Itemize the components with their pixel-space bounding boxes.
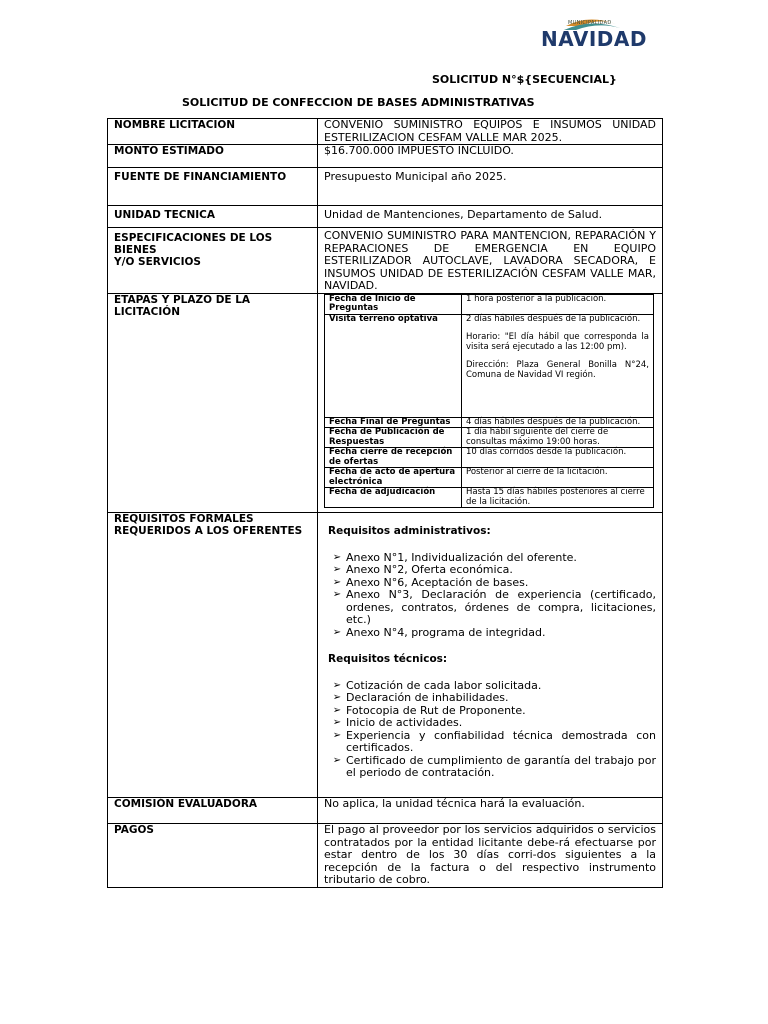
stage-label: Fecha de Inicio de Preguntas bbox=[325, 294, 462, 314]
stage-label: Visita terreno optativa bbox=[325, 314, 462, 417]
arrow-bullet-icon: ➢ bbox=[332, 626, 342, 638]
label-nombre: NOMBRE LICITACION bbox=[108, 119, 318, 145]
list-item: ➢ Experiencia y confiabilidad técnica demostrada con certificados. bbox=[328, 730, 656, 755]
table-row bbox=[108, 513, 663, 798]
list-item: ➢ Fotocopia de Rut de Proponente. bbox=[328, 705, 656, 718]
stage-detail-line: 2 días hábiles después de la publicación. bbox=[466, 313, 641, 324]
arrow-bullet-icon: ➢ bbox=[332, 679, 342, 691]
value-monto: $16.700.000 IMPUESTO INCLUIDO. bbox=[318, 145, 663, 168]
logo-wordmark: NAVIDAD bbox=[541, 27, 647, 51]
stage-row bbox=[325, 488, 654, 508]
stage-label: Fecha cierre de recepción de ofertas bbox=[325, 448, 462, 468]
stage-detail: Hasta 15 días hábiles posteriores al cierre de la licitación. bbox=[462, 488, 654, 508]
table-row bbox=[108, 228, 663, 294]
stage-row bbox=[325, 448, 654, 468]
request-table bbox=[107, 118, 663, 888]
value-especificaciones: CONVENIO SUMINISTRO PARA MANTENCION, REPARACIÓN Y REPARACIONES DE EMERGENCIA EN EQUIPO ESTERILIZADOR AUTOCLAVE, LAVADORA SECADORA, E INSUMOS UNIDAD DE ESTERILIZACIÓN CESFAM VALLE MAR, NAVIDAD. bbox=[318, 228, 663, 294]
value-requisitos bbox=[318, 513, 663, 798]
value-fuente: Presupuesto Municipal año 2025. bbox=[318, 168, 663, 206]
list-item: ➢ Declaración de inhabilidades. bbox=[328, 692, 656, 705]
value-unidad: Unidad de Mantenciones, Departamento de Salud. bbox=[318, 206, 663, 228]
arrow-bullet-icon: ➢ bbox=[332, 704, 342, 716]
stage-detail: 1 hora posterior a la publicación. bbox=[462, 294, 654, 314]
table-row bbox=[108, 168, 663, 206]
stages-table bbox=[324, 294, 654, 509]
label-especificaciones-line1: ESPECIFICACIONES DE LOS BIENES bbox=[114, 232, 273, 256]
stage-label: Fecha Final de Preguntas bbox=[325, 417, 462, 428]
stage-detail: 1 día hábil siguiente del cierre de consultas máximo 19:00 horas. bbox=[462, 428, 654, 448]
table-row bbox=[108, 293, 663, 513]
label-requisitos: REQUISITOS FORMALES REQUERIDOS A LOS OFERENTES bbox=[108, 513, 318, 798]
value-nombre: CONVENIO SUMINISTRO EQUIPOS E INSUMOS UNIDAD ESTERILIZACION CESFAM VALLE MAR 2025. bbox=[318, 119, 663, 145]
label-monto: MONTO ESTIMADO bbox=[108, 145, 318, 168]
label-fuente: FUENTE DE FINANCIAMIENTO bbox=[108, 168, 318, 206]
value-etapas bbox=[318, 293, 663, 513]
label-comision: COMISIÓN EVALUADORA bbox=[108, 798, 318, 824]
label-etapas: ETAPAS Y PLAZO DE LA LICITACIÓN bbox=[108, 293, 318, 513]
list-item: ➢ Certificado de cumplimiento de garantía del trabajo por el periodo de contratación. bbox=[328, 755, 656, 780]
table-row bbox=[108, 206, 663, 228]
stage-row bbox=[325, 314, 654, 417]
logo-small-text: MUNICIPALIDAD bbox=[568, 20, 612, 26]
stage-row bbox=[325, 294, 654, 314]
stage-label: Fecha de adjudicación bbox=[325, 488, 462, 508]
list-item: ➢ Anexo N°1, Individualización del oferente. bbox=[328, 552, 656, 565]
table-row bbox=[108, 145, 663, 168]
tec-heading: Requisitos técnicos: bbox=[328, 653, 448, 665]
stage-detail: Posterior al cierre de la licitación. bbox=[462, 468, 654, 488]
label-unidad: UNIDAD TECNICA bbox=[108, 206, 318, 228]
stage-detail: 10 días corridos desde la publicación. bbox=[462, 448, 654, 468]
admin-heading: Requisitos administrativos: bbox=[328, 525, 491, 537]
value-comision: No aplica, la unidad técnica hará la evaluación. bbox=[318, 798, 663, 824]
stage-row bbox=[325, 468, 654, 488]
arrow-bullet-icon: ➢ bbox=[332, 564, 342, 575]
stage-row bbox=[325, 428, 654, 448]
list-item: ➢ Anexo N°4, programa de integridad. bbox=[328, 627, 656, 640]
list-item: ➢ Anexo N°2, Oferta económica. bbox=[328, 564, 656, 577]
stage-label: Fecha de acto de apertura electrónica bbox=[325, 468, 462, 488]
list-item: ➢ Anexo N°3, Declaración de experiencia (certificado, ordenes, contratos, órdenes de compra, licitaciones, etc.) bbox=[328, 589, 656, 627]
list-item: ➢ Inicio de actividades. bbox=[328, 717, 656, 730]
table-row bbox=[108, 798, 663, 824]
arrow-bullet-icon: ➢ bbox=[332, 692, 342, 703]
stage-label: Fecha de Publicación de Respuestas bbox=[325, 428, 462, 448]
arrow-bullet-icon: ➢ bbox=[332, 717, 342, 728]
arrow-bullet-icon: ➢ bbox=[332, 551, 342, 563]
stage-detail bbox=[462, 314, 654, 417]
list-item: ➢ Cotización de cada labor solicitada. bbox=[328, 680, 656, 693]
label-especificaciones bbox=[108, 228, 318, 294]
arrow-bullet-icon: ➢ bbox=[332, 576, 342, 588]
arrow-bullet-icon: ➢ bbox=[332, 589, 342, 600]
arrow-bullet-icon: ➢ bbox=[332, 729, 342, 741]
label-pagos: PAGOS bbox=[108, 824, 318, 888]
stage-detail-line: Horario: "El día hábil que corresponda la visita será ejecutado a las 12:00 pm). bbox=[466, 332, 649, 352]
arrow-bullet-icon: ➢ bbox=[332, 754, 342, 766]
value-pagos: El pago al proveedor por los servicios adquiridos o servicios contratados por la entidad licitante debe-rá efectuarse por estar dentro de los 30 días corri-dos siguientes a la recepción de la factura o del respectivo instrumento tributario de cobro. bbox=[318, 824, 663, 888]
stage-detail: 4 días hábiles después de la publicación. bbox=[462, 417, 654, 428]
label-especificaciones-line2: Y/O SERVICIOS bbox=[114, 256, 201, 268]
table-row bbox=[108, 119, 663, 145]
request-number: SOLICITUD N°${SECUENCIAL} bbox=[432, 73, 617, 86]
stage-detail-line: Dirección: Plaza General Bonilla N°24, Comuna de Navidad VI región. bbox=[466, 360, 649, 380]
stage-row bbox=[325, 417, 654, 428]
table-row bbox=[108, 824, 663, 888]
document-title: SOLICITUD DE CONFECCION DE BASES ADMINISTRATIVAS bbox=[182, 96, 535, 109]
list-item: ➢ Anexo N°6, Aceptación de bases. bbox=[328, 577, 656, 590]
